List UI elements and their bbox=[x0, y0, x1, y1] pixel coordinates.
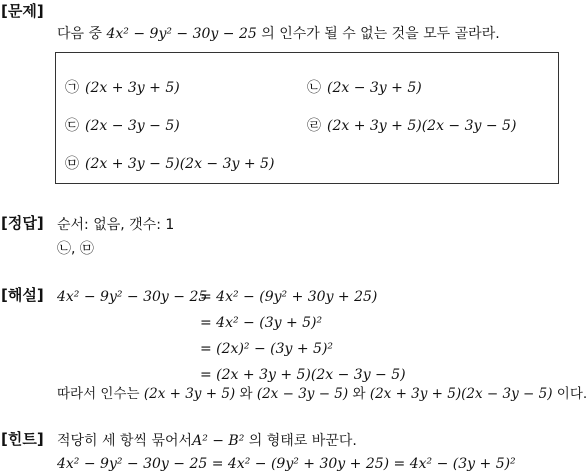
choice-4 bbox=[307, 119, 516, 133]
choice-4-expr: (2x + 3y + 5)(2x − 3y − 5) bbox=[327, 118, 517, 134]
problem-label: [문제] bbox=[1, 2, 44, 20]
solution-lhs: 4x² − 9y² − 30y − 25 bbox=[57, 289, 208, 305]
hint-line-2: 4x² − 9y² − 30y − 25 = 4x² − (9y² + 30y + 25) = 4x² − (3y + 5)² bbox=[57, 456, 516, 472]
conclusion-text-c: 와 bbox=[239, 386, 253, 402]
solution-label: [해설] bbox=[1, 286, 44, 304]
choice-5 bbox=[65, 157, 274, 171]
hint-text-a: 적당히 세 항씩 묶어서 bbox=[57, 433, 193, 449]
choice-4-mark: ㉣ bbox=[307, 118, 321, 134]
conclusion-factor-1: (2x + 3y + 5) bbox=[143, 386, 236, 402]
choice-1-expr: (2x + 3y + 5) bbox=[85, 80, 180, 96]
solution-step-1: = 4x² − (9y² + 30y + 25) bbox=[200, 289, 378, 305]
conclusion-text-g: 이다. bbox=[556, 386, 587, 402]
choice-5-expr: (2x + 3y − 5)(2x − 3y + 5) bbox=[85, 156, 275, 172]
hint-label: [힌트] bbox=[1, 430, 44, 448]
choice-5-mark: ㉤ bbox=[65, 156, 79, 172]
solution-step-2: = 4x² − (3y + 5)² bbox=[200, 315, 323, 331]
choice-3 bbox=[65, 119, 180, 133]
conclusion-text-a: 따라서 인수는 bbox=[57, 386, 140, 402]
hint-line-1 bbox=[57, 434, 357, 448]
problem-suffix: 의 인수가 될 수 없는 것을 모두 골라라. bbox=[261, 26, 500, 42]
answer-line-1: 순서: 없음, 갯수: 1 bbox=[57, 217, 175, 233]
conclusion-text-e: 와 bbox=[352, 386, 366, 402]
choice-3-expr: (2x − 3y − 5) bbox=[85, 118, 180, 134]
choice-2 bbox=[307, 81, 422, 95]
solution-step-4: = (2x + 3y + 5)(2x − 3y − 5) bbox=[200, 367, 406, 383]
problem-statement bbox=[57, 27, 500, 41]
problem-expression: 4x² − 9y² − 30y − 25 bbox=[106, 26, 257, 42]
choices-box bbox=[55, 52, 559, 184]
choice-2-expr: (2x − 3y + 5) bbox=[327, 80, 422, 96]
hint-expression: A² − B² bbox=[192, 433, 245, 449]
solution-conclusion bbox=[57, 388, 587, 402]
choice-2-mark: ㉡ bbox=[307, 80, 321, 96]
solution-step-3: = (2x)² − (3y + 5)² bbox=[200, 341, 334, 357]
choice-1-mark: ㉠ bbox=[65, 80, 79, 96]
answer-label: [정답] bbox=[1, 214, 44, 232]
hint-text-c: 의 형태로 바꾼다. bbox=[248, 433, 357, 449]
choice-1 bbox=[65, 81, 180, 95]
answer-line-2: ㉡, ㉤ bbox=[57, 241, 94, 257]
conclusion-factor-2: (2x − 3y − 5) bbox=[256, 386, 349, 402]
problem-prefix: 다음 중 bbox=[57, 26, 103, 42]
conclusion-factor-3: (2x + 3y + 5)(2x − 3y − 5) bbox=[369, 386, 553, 402]
choice-3-mark: ㉢ bbox=[65, 118, 79, 134]
